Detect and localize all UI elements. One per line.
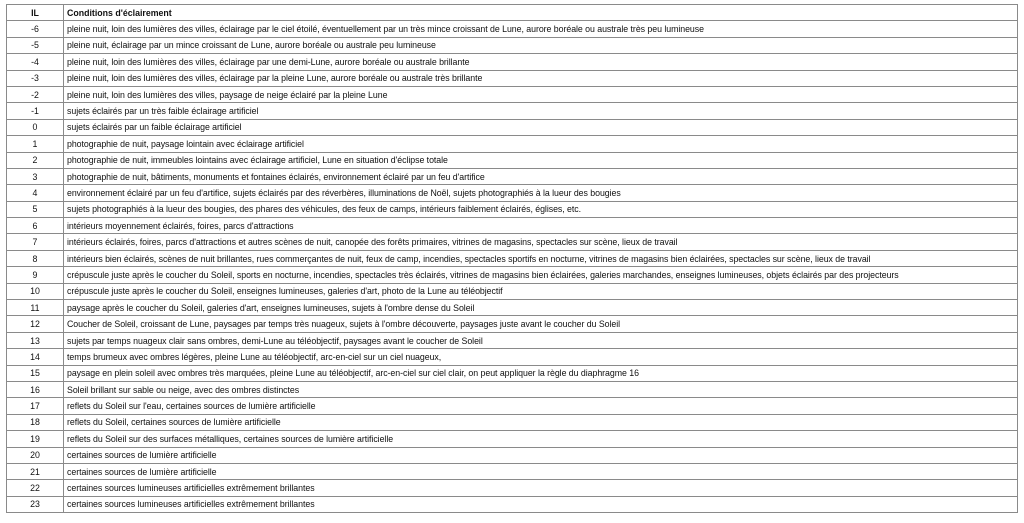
table-row — [7, 103, 1018, 119]
il-value-cell: 5 — [7, 201, 64, 217]
table-row — [7, 398, 1018, 414]
il-value-cell: 8 — [7, 250, 64, 266]
conditions-cell: Soleil brillant sur sable ou neige, avec des ombres distinctes — [64, 381, 1018, 397]
conditions-cell: paysage en plein soleil avec ombres très marquées, pleine Lune au téléobjectif, arc-en-ciel sur ciel clair, on peut appliquer la règle du diaphragme 16 — [64, 365, 1018, 381]
conditions-cell: pleine nuit, loin des lumières des villes, éclairage par la pleine Lune, aurore boréale ou australe très brillante — [64, 70, 1018, 86]
conditions-cell: reflets du Soleil sur des surfaces métalliques, certaines sources de lumière artificielle — [64, 431, 1018, 447]
il-value-cell: 14 — [7, 349, 64, 365]
il-conditions-table — [6, 4, 1018, 513]
table-row — [7, 21, 1018, 37]
il-value-cell: 1 — [7, 136, 64, 152]
il-value-cell: 16 — [7, 381, 64, 397]
conditions-cell: temps brumeux avec ombres légères, pleine Lune au téléobjectif, arc-en-ciel sur un ciel nuageux, — [64, 349, 1018, 365]
il-value-cell: 6 — [7, 218, 64, 234]
table-row — [7, 54, 1018, 70]
conditions-cell: reflets du Soleil, certaines sources de lumière artificielle — [64, 414, 1018, 430]
il-value-cell: 7 — [7, 234, 64, 250]
conditions-cell: environnement éclairé par un feu d'artifice, sujets éclairés par des réverbères, illuminations de Noël, sujets photographiés à la lueur des bougies — [64, 185, 1018, 201]
table-row — [7, 201, 1018, 217]
table-row — [7, 447, 1018, 463]
conditions-cell: certaines sources lumineuses artificielles extrêmement brillantes — [64, 480, 1018, 496]
table-row — [7, 332, 1018, 348]
conditions-cell: photographie de nuit, paysage lointain avec éclairage artificiel — [64, 136, 1018, 152]
il-value-cell: 17 — [7, 398, 64, 414]
il-value-cell: -4 — [7, 54, 64, 70]
table-row — [7, 250, 1018, 266]
conditions-cell: paysage après le coucher du Soleil, galeries d'art, enseignes lumineuses, sujets à l'ombre dense du Soleil — [64, 300, 1018, 316]
table-row — [7, 381, 1018, 397]
conditions-cell: certaines sources de lumière artificielle — [64, 463, 1018, 479]
il-value-cell: 19 — [7, 431, 64, 447]
il-value-cell: 11 — [7, 300, 64, 316]
conditions-cell: certaines sources de lumière artificielle — [64, 447, 1018, 463]
il-value-cell: 15 — [7, 365, 64, 381]
table-row — [7, 349, 1018, 365]
conditions-cell: sujets éclairés par un très faible éclairage artificiel — [64, 103, 1018, 119]
conditions-cell: reflets du Soleil sur l'eau, certaines sources de lumière artificielle — [64, 398, 1018, 414]
table-row — [7, 496, 1018, 512]
table-row — [7, 234, 1018, 250]
il-value-cell: 4 — [7, 185, 64, 201]
il-value-cell: 18 — [7, 414, 64, 430]
il-value-cell: -6 — [7, 21, 64, 37]
conditions-cell: pleine nuit, éclairage par un mince croissant de Lune, aurore boréale ou australe peu lumineuse — [64, 37, 1018, 53]
table-row — [7, 136, 1018, 152]
conditions-cell: pleine nuit, loin des lumières des villes, éclairage par une demi-Lune, aurore boréale ou australe brillante — [64, 54, 1018, 70]
table-row — [7, 414, 1018, 430]
il-value-cell: 10 — [7, 283, 64, 299]
table-row — [7, 300, 1018, 316]
table-row — [7, 152, 1018, 168]
conditions-cell: pleine nuit, loin des lumières des villes, paysage de neige éclairé par la pleine Lune — [64, 86, 1018, 102]
conditions-cell: Coucher de Soleil, croissant de Lune, paysages par temps très nuageux, sujets à l'ombre découverte, paysages juste avant le coucher du Soleil — [64, 316, 1018, 332]
table-row — [7, 86, 1018, 102]
il-value-cell: 0 — [7, 119, 64, 135]
table-row — [7, 463, 1018, 479]
table-row — [7, 168, 1018, 184]
il-value-cell: 12 — [7, 316, 64, 332]
il-value-cell: 3 — [7, 168, 64, 184]
conditions-cell: crépuscule juste après le coucher du Soleil, enseignes lumineuses, galeries d'art, photo de la Lune au téléobjectif — [64, 283, 1018, 299]
conditions-cell: sujets par temps nuageux clair sans ombres, demi-Lune au téléobjectif, paysages avant le coucher de Soleil — [64, 332, 1018, 348]
table-row — [7, 37, 1018, 53]
table-row — [7, 365, 1018, 381]
conditions-cell: photographie de nuit, immeubles lointains avec éclairage artificiel, Lune en situation d'éclipse totale — [64, 152, 1018, 168]
il-value-cell: -3 — [7, 70, 64, 86]
conditions-cell: sujets éclairés par un faible éclairage artificiel — [64, 119, 1018, 135]
conditions-cell: certaines sources lumineuses artificielles extrêmement brillantes — [64, 496, 1018, 512]
conditions-cell: pleine nuit, loin des lumières des villes, éclairage par le ciel étoilé, éventuellement par un très mince croissant de Lune, aurore boréale ou australe très peu lumineuse — [64, 21, 1018, 37]
conditions-cell: photographie de nuit, bâtiments, monuments et fontaines éclairés, environnement éclairé par un feu d'artifice — [64, 168, 1018, 184]
conditions-cell: sujets photographiés à la lueur des bougies, des phares des véhicules, des feux de camps, intérieurs faiblement éclairés, églises, etc. — [64, 201, 1018, 217]
conditions-cell: crépuscule juste après le coucher du Soleil, sports en nocturne, incendies, spectacles très éclairés, vitrines de magasins bien éclairées, galeries marchandes, enseignes lumineuses, objets éclairés par des projecteurs — [64, 267, 1018, 283]
il-value-cell: 23 — [7, 496, 64, 512]
conditions-cell: intérieurs moyennement éclairés, foires, parcs d'attractions — [64, 218, 1018, 234]
il-value-cell: 20 — [7, 447, 64, 463]
il-value-cell: -1 — [7, 103, 64, 119]
table-row — [7, 480, 1018, 496]
header-il: IL — [7, 5, 64, 21]
il-value-cell: -2 — [7, 86, 64, 102]
conditions-cell: intérieurs bien éclairés, scènes de nuit brillantes, rues commerçantes de nuit, feux de camp, incendies, spectacles sportifs en nocturne, vitrines de magasins bien éclairées, spectacles sur scène, lieux de travail — [64, 250, 1018, 266]
il-value-cell: 22 — [7, 480, 64, 496]
table-body — [7, 21, 1018, 513]
table-row — [7, 218, 1018, 234]
table-row — [7, 119, 1018, 135]
conditions-cell: intérieurs éclairés, foires, parcs d'attractions et autres scènes de nuit, canopée des forêts primaires, vitrines de magasins, spectacles sur scène, lieux de travail — [64, 234, 1018, 250]
table-row — [7, 267, 1018, 283]
il-value-cell: -5 — [7, 37, 64, 53]
il-value-cell: 9 — [7, 267, 64, 283]
il-value-cell: 21 — [7, 463, 64, 479]
table-row — [7, 185, 1018, 201]
table-header-row — [7, 5, 1018, 21]
il-value-cell: 2 — [7, 152, 64, 168]
table-row — [7, 283, 1018, 299]
header-conditions: Conditions d'éclairement — [64, 5, 1018, 21]
table-row — [7, 431, 1018, 447]
table-row — [7, 316, 1018, 332]
il-value-cell: 13 — [7, 332, 64, 348]
table-row — [7, 70, 1018, 86]
